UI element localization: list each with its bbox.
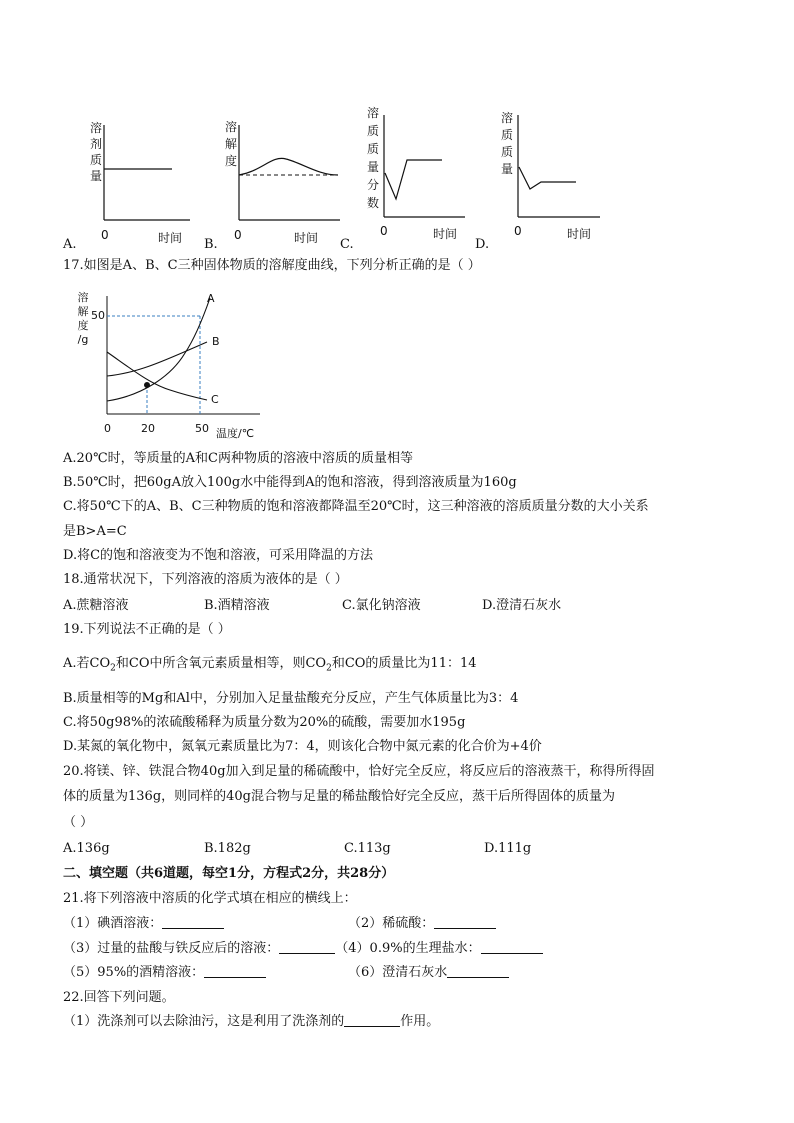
graph-a-letter: A. <box>63 237 77 252</box>
q20-option-c: C.113g <box>344 841 391 856</box>
graph-a <box>104 125 190 220</box>
curve-b-label: B <box>212 335 220 348</box>
answer-blank[interactable] <box>279 940 335 954</box>
answer-blank[interactable] <box>481 940 543 954</box>
graph-c-xlabel: 时间 <box>433 227 458 241</box>
answer-blank[interactable] <box>434 915 496 929</box>
graph-b <box>239 125 340 220</box>
graph-b-xlabel: 时间 <box>294 231 319 245</box>
chart-ylabel: 溶 解 度 /g <box>77 291 89 346</box>
answer-blank[interactable] <box>447 964 509 978</box>
graph-d-origin: 0 <box>514 224 522 238</box>
q20-stem-line2: 体的质量为136g，则同样的40g混合物与足量的稀盐酸恰好完全反应，蒸干后所得固体的质量为 <box>63 789 615 804</box>
curve-a-label: A <box>207 292 215 305</box>
graph-a-xlabel: 时间 <box>158 231 183 245</box>
graph-b-letter: B. <box>204 237 218 252</box>
answer-blank[interactable] <box>344 1013 400 1027</box>
q17-option-d: D.将C的饱和溶液变为不饱和溶液，可采用降温的方法 <box>63 548 374 563</box>
q19-option-d: D.某氮的氧化物中，氮氧元素质量比为7：4，则该化合物中氮元素的化合价为+4价 <box>63 739 542 754</box>
q21-item-5: （5）95%的酒精溶液： <box>63 964 266 982</box>
graph-b-origin: 0 <box>234 228 242 242</box>
q19-option-b: B.质量相等的Mg和Al中，分别加入足量盐酸充分反应，产生气体质量比为3：4 <box>63 691 519 706</box>
q22-item-1: （1）洗涤剂可以去除油污，这是利用了洗涤剂的 作用。 <box>63 1014 440 1029</box>
q18-stem: 18.通常状况下，下列溶液的溶质为液体的是（ ） <box>63 572 348 587</box>
graph-c <box>384 115 465 217</box>
chart-ytick-50: 50 <box>91 309 105 322</box>
q21-item-6: （6）澄清石灰水 <box>348 964 509 982</box>
q17-option-c: C.将50℃下的A、B、C三种物质的饱和溶液都降温至20℃时，这三种溶液的溶质质量分数的大小关系 <box>63 499 649 514</box>
q17-option-c-cont: 是B>A=C <box>63 524 127 539</box>
q21-item-1: （1）碘酒溶液： <box>63 915 224 933</box>
answer-blank[interactable] <box>162 915 224 929</box>
chart-xtick-0: 0 <box>104 422 111 435</box>
chart-xtick-50: 50 <box>195 422 209 435</box>
curve-c-label: C <box>211 393 219 406</box>
q21-item-2: （2）稀硫酸： <box>348 915 496 933</box>
q20-stem-line1: 20.将镁、锌、铁混合物40g加入到足量的稀硫酸中，恰好完全反应，将反应后的溶液蒸干，称得所得固 <box>63 764 655 779</box>
graph-a-ylabel: 溶 剂 质 量 <box>89 121 102 183</box>
q17-option-a: A.20℃时，等质量的A和C两种物质的溶液中溶质的质量相等 <box>63 451 413 466</box>
q21-stem: 21.将下列溶液中溶质的化学式填在相应的横线上： <box>63 891 357 906</box>
q21-item-3: （3）过量的盐酸与铁反应后的溶液： （4）0.9%的生理盐水： <box>63 940 543 958</box>
graph-d <box>518 115 600 217</box>
curve-c <box>107 352 207 400</box>
option-graphs <box>0 95 794 255</box>
graph-c-letter: C. <box>340 237 354 252</box>
q19-option-c: C.将50g98%的浓硫酸稀释为质量分数为20%的硫酸，需要加水195g <box>63 715 466 730</box>
q20-option-a: A.136g <box>63 841 110 856</box>
graph-c-ylabel: 溶 质 质 量 分 数 <box>366 106 379 210</box>
graph-d-ylabel: 溶 质 质 量 <box>500 111 513 176</box>
q18-option-a: A.蔗糖溶液 <box>63 598 129 613</box>
graph-d-letter: D. <box>475 237 490 252</box>
intersection-point <box>144 382 150 388</box>
q17-option-b: B.50℃时，把60gA放入100g水中能得到A的饱和溶液，得到溶液质量为160g <box>63 475 517 490</box>
graph-d-xlabel: 时间 <box>567 227 592 241</box>
graph-b-ylabel: 溶 解 度 <box>224 120 237 168</box>
q20-paren: （ ） <box>63 815 94 830</box>
q17-stem: 17.如图是A、B、C三种固体物质的溶解度曲线，下列分析正确的是（ ） <box>63 258 481 273</box>
q19-option-a: A.若$CO_2$和CO中所含氧元素质量相等，则$CO_2$和CO的质量比为11：14 <box>63 656 477 674</box>
curve-b <box>107 342 207 376</box>
q20-option-b: B.182g <box>204 841 251 856</box>
answer-blank[interactable] <box>204 964 266 978</box>
graph-a-origin: 0 <box>101 228 109 242</box>
q18-option-c: C.氯化钠溶液 <box>342 598 421 613</box>
q20-option-d: D.111g <box>484 841 532 856</box>
section-title: 二、填空题（共6道题，每空1分，方程式2分，共28分） <box>63 866 395 881</box>
q18-option-b: B.酒精溶液 <box>204 598 270 613</box>
q22-stem: 22.回答下列问题。 <box>63 990 175 1005</box>
chart-xtick-20: 20 <box>141 422 155 435</box>
q19-stem: 19.下列说法不正确的是（ ） <box>63 622 231 637</box>
chart-xlabel: 温度/℃ <box>216 427 255 440</box>
q18-option-d: D.澄清石灰水 <box>482 598 562 613</box>
graph-c-origin: 0 <box>380 224 388 238</box>
